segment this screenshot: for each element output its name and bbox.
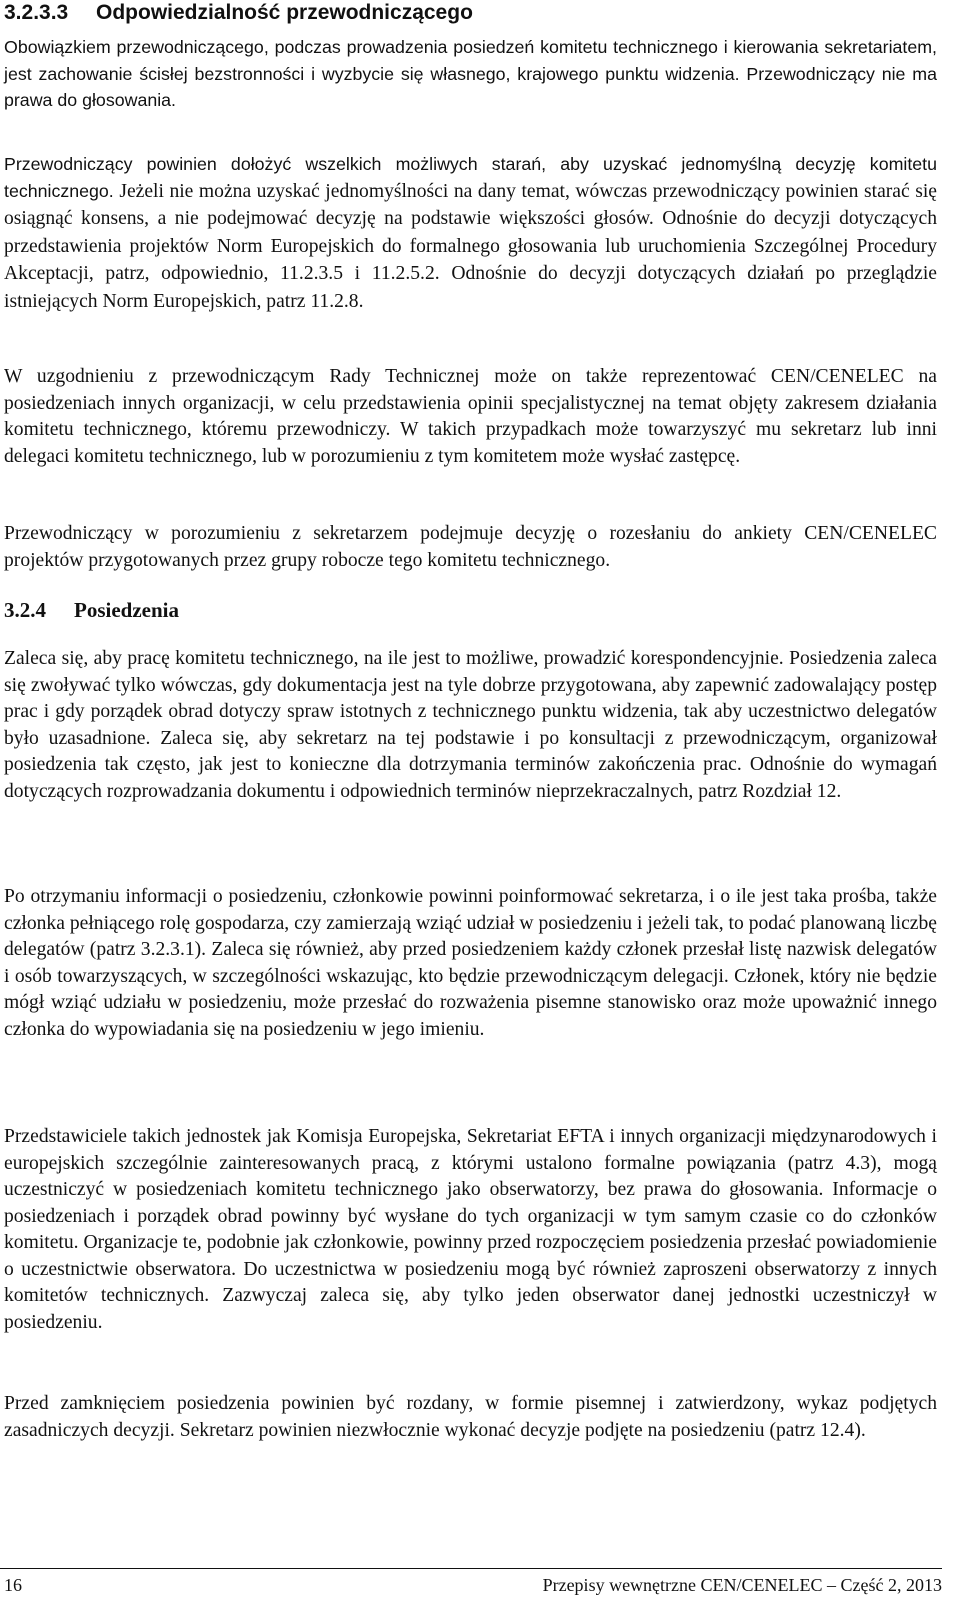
section-heading-324 (4, 597, 179, 623)
paragraph-observers: Przedstawiciele takich jednostek jak Komisja Europejska, Sekretariat EFTA i innych organizacji międzynarodowych i europejskich szczególnie zainteresowanych pracą, z którymi ustalono formalne powiązania (patrz 4.3), mogą uczestniczyć w posiedzeniach komitetu technicznego jako obserwatorzy, bez prawa do głosowania. Informacje o posiedzeniach i porządek obrad powinny być wysłane do tych organizacji w tym samym czasie co do członków komitetu. Organizacje te, podobnie jak członkowie, powinny przed rozpoczęciem posiedzenia przesłać powiadomienie o uczestnictwie obserwatora. Do uczestnictwa w posiedzeniu mogą być również zaproszeni obserwatorzy z innych komitetów technicznych. Zazwyczaj zaleca się, aby tylko jeden obserwator danej jednostki uczestniczył w posiedzeniu. (4, 1126, 937, 1333)
section-title: Posiedzenia (74, 598, 179, 622)
section-title: Odpowiedzialność przewodniczącego (96, 1, 473, 24)
section-number: 3.2.4 (4, 598, 46, 622)
page-number: 16 (4, 1575, 22, 1595)
paragraph-unanimous-decision-lead: Przewodniczący powinien dołożyć wszelkich możliwych starań, aby uzyskać jednomyślną decyzję komitetu technicznego. (4, 154, 937, 201)
section-heading-3233 (4, 0, 473, 26)
paragraph-enquiry-decision: Przewodniczący w porozumieniu z sekretarzem podejmuje decyzję o rozesłaniu do ankiety CEN/CENELEC projektów przygotowanych przez grupy robocze tego komitetu technicznego. (4, 523, 937, 571)
paragraph-decisions-list: Przed zamknięciem posiedzenia powinien być rozdany, w formie pisemnej i zatwierdzony, wykaz podjętych zasadniczych decyzji. Sekretarz powinien niezwłocznie wykonać decyzje podjęte na posiedzeniu (patrz 12.4). (4, 1393, 937, 1441)
document-title: Przepisy wewnętrzne CEN/CENELEC – Część 2, 2013 (542, 1575, 942, 1595)
footer-divider (0, 1568, 942, 1569)
paragraph-meeting-attendance: Po otrzymaniu informacji o posiedzeniu, członkowie powinni poinformować sekretarza, i o ile jest taka prośba, także członka pełniącego rolę gospodarza, czy zamierzają wziąć udział w posiedzeniu i jeżeli tak, to podać planowaną liczbę delegatów (patrz 3.2.3.1). Zaleca się również, aby przed posiedzeniem każdy członek przesłał listę nazwisk delegatów i osób towarzyszących, w szczególności wskazując, kto będzie przewodniczącym delegacji. Członek, który nie będzie mógł wziąć udziału w posiedzeniu, może przesłać do rozważenia pisemne stanowisko oraz może upoważnić innego członka do wypowiadania się na posiedzeniu w jego imieniu. (4, 886, 937, 1040)
paragraph-representation: W uzgodnieniu z przewodniczącym Rady Technicznej może on także reprezentować CEN/CENELEC na posiedzeniach innych organizacji, w celu przedstawienia opinii specjalistycznej na temat objęty zakresem działania komitetu technicznego, któremu przewodniczy. W takich przypadkach może towarzyszyć mu sekretarz lub inni delegaci komitetu technicznego, lub w porozumieniu z tym komitetem może wysłać zastępcę. (4, 366, 937, 467)
paragraph-meetings-correspondence: Zaleca się, aby pracę komitetu technicznego, na ile jest to możliwe, prowadzić korespondencyjnie. Posiedzenia zaleca się zwoływać tylko wówczas, gdy dokumentacja jest na tyle dobrze przygotowana, aby zapewnić zadowalający postęp prac i gdy porządek obrad dotyczy spraw istotnych z technicznego punktu widzenia, tak aby uczestnictwo delegatów było uzasadnione. Zaleca się, aby sekretarz na tej podstawie i po konsultacji z przewodniczącym, organizował posiedzenia tak często, jak jest to konieczne dla dotrzymania terminów zakończenia prac. Odnośnie do wymagań dotyczących rozprowadzania dokumentu i odpowiednich terminów nieprzekraczalnych, patrz Rozdział 12. (4, 648, 937, 802)
paragraph-unanimous-decision (4, 151, 937, 315)
paragraph-chair-impartiality: Obowiązkiem przewodniczącego, podczas prowadzenia posiedzeń komitetu technicznego i kierowania sekretariatem, jest zachowanie ścisłej bezstronności i wyzbycie się własnego, krajowego punktu widzenia. Przewodniczący nie ma prawa do głosowania. (4, 37, 937, 110)
section-number: 3.2.3.3 (4, 1, 69, 24)
paragraph-consensus: Jeżeli nie można uzyskać jednomyślności na dany temat, wówczas przewodniczący powinien starać się osiągnąć konsens, a nie podejmować decyzję na podstawie większości głosów. Odnośnie do decyzji dotyczących przedstawienia projektów Norm Europejskich do formalnego głosowania lub uruchomienia Szczególnej Procedury Akceptacji, patrz, odpowiednio, 11.2.3.5 i 11.2.5.2. Odnośnie do decyzji dotyczących działań po przeglądzie istniejących Norm Europejskich, patrz 11.2.8. (4, 180, 937, 312)
